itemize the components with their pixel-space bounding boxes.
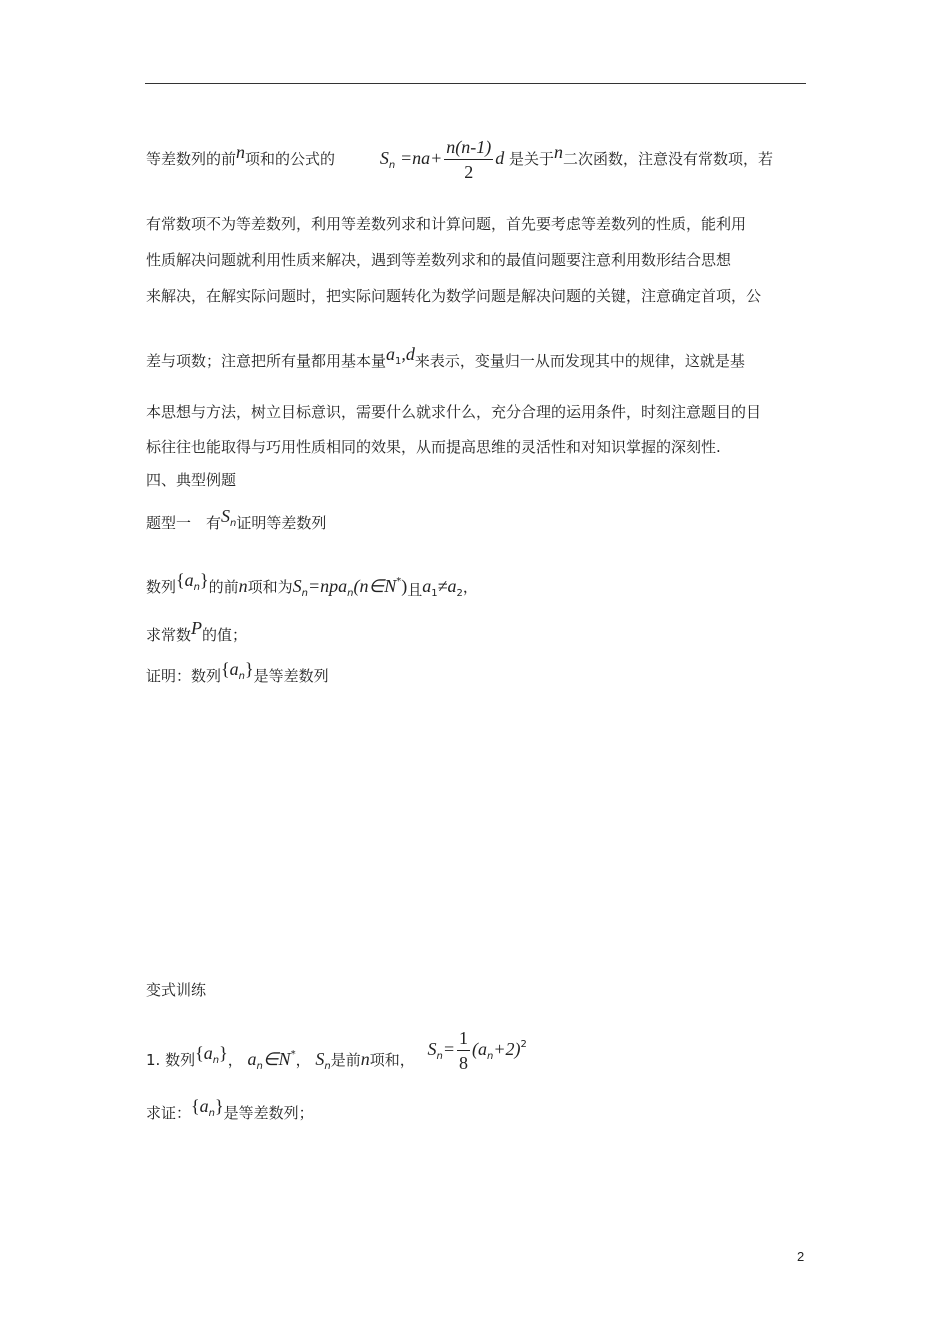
variant-title: 变式训练	[146, 981, 207, 999]
page-number: 2	[797, 1249, 805, 1264]
formula-fraction: $\frac{n(n-1)}{2}$	[446, 137, 492, 182]
variant-fraction: $\frac{1}{8}$	[459, 1028, 469, 1073]
para1-line7: 标往往也能取得与巧用性质相同的效果，从而提高思维的灵活性和对知识掌握的深刻性.	[146, 438, 721, 456]
sum-formula: $S_n =na+$ $\frac{n(n-1)}{2}$ d	[379, 137, 505, 182]
variant-item-1: 1. 数列$\{a_n\}$， $a_n\in N^*$， $S_n$是前n项和， $S_n=$ $\frac{1}{8}$ $(a_n+2)^2$	[146, 1028, 527, 1073]
question-1: 求常数P的值；	[146, 618, 248, 644]
para1-line3: 性质解决问题就利用性质来解决，遇到等差数列求和的最值问题要注意利用数形结合思想	[146, 251, 732, 269]
section-heading: 四、典型例题	[146, 471, 237, 489]
variant-prove: 求证：$\{a_n\}$是等差数列；	[146, 1096, 314, 1122]
para1-line1: 等差数列的前n项和的公式的 $S_n =na+$ $\frac{n(n-1)}{2}$ d 是关于n二次函数，注意没有常数项，若	[146, 137, 774, 182]
type1-heading: 题型一 有$S_n$证明等差数列	[146, 506, 327, 532]
question-2: 证明：数列$\{a_n\}$是等差数列	[146, 659, 329, 685]
header-rule	[145, 83, 806, 84]
problem-statement: 数列$\{a_n\}$的前n项和为$S_n=npa_n(n\in N^*)$且$a_1\ne a_2$，	[146, 570, 478, 599]
para1-line4: 来解决，在解实际问题时，把实际问题转化为数学问题是解决问题的关键，注意确定首项，公	[146, 287, 762, 305]
para1-line5: 差与项数；注意把所有量都用基本量$a_1,d$来表示，变量归一从而发现其中的规律，这就是基	[146, 344, 745, 370]
para1-line2: 有常数项不为等差数列，利用等差数列求和计算问题，首先要考虑等差数列的性质，能利用	[146, 215, 747, 233]
variant-formula: $S_n=$ $\frac{1}{8}$ $(a_n+2)^2$	[427, 1028, 527, 1073]
para1-line6: 本思想与方法，树立目标意识，需要什么就求什么，充分合理的运用条件，时刻注意题目的目	[146, 403, 762, 421]
